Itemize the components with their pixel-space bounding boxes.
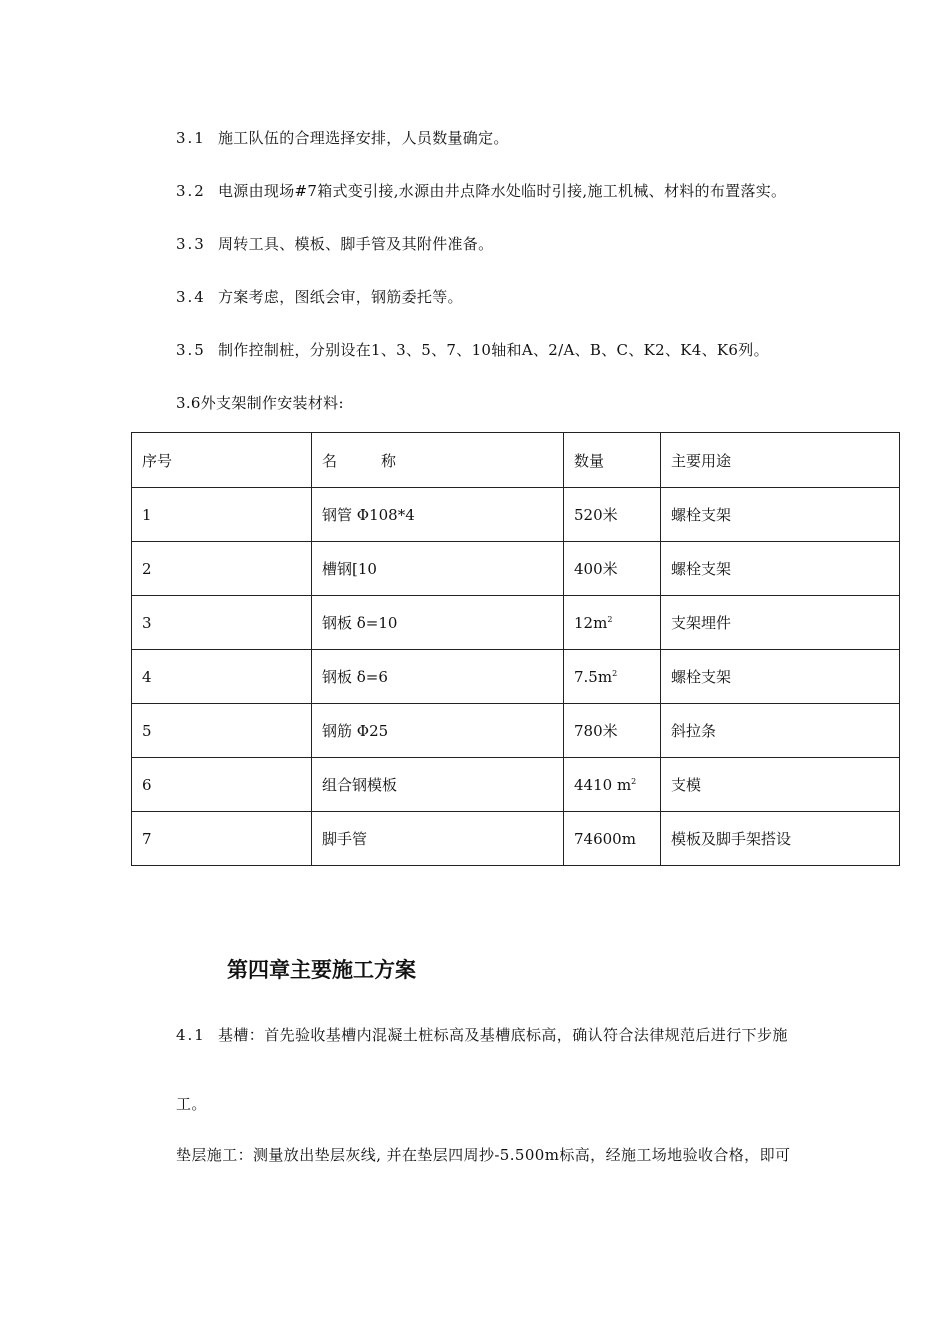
cell-qty: 4410 $m^2$	[564, 758, 661, 812]
cell-seq: 1	[132, 488, 312, 542]
cell-qty: 74600m	[564, 812, 661, 866]
cell-seq: 7	[132, 812, 312, 866]
table-row	[132, 650, 900, 704]
cushion-paragraph: 垫层施工：测量放出垫层灰线, 并在垫层四周抄-5.500m标高，经施工场地验收合格，即可	[176, 1146, 791, 1164]
item-3-4	[176, 287, 463, 307]
cell-qty: $12m^2$	[564, 596, 661, 650]
item-3-2	[176, 181, 786, 201]
header-name	[312, 433, 564, 488]
cell-use: 支模	[661, 758, 900, 812]
item-text: 周转工具、模板、脚手管及其附件准备。	[218, 235, 494, 253]
section-4-1-line1	[176, 1024, 788, 1046]
cell-name: 槽钢[10	[312, 542, 564, 596]
cell-use: 斜拉条	[661, 704, 900, 758]
cell-use: 模板及脚手架搭设	[661, 812, 900, 866]
cell-name: 脚手管	[312, 812, 564, 866]
item-number: 3.1	[176, 129, 206, 147]
cell-name: 钢板 δ=10	[312, 596, 564, 650]
table-row	[132, 542, 900, 596]
header-name-b: 称	[381, 451, 397, 470]
table-row	[132, 596, 900, 650]
cell-name: 钢管 Φ108*4	[312, 488, 564, 542]
item-text: 施工队伍的合理选择安排，人员数量确定。	[218, 129, 509, 147]
item-text: 电源由现场#7箱式变引接,水源由井点降水处临时引接,施工机械、材料的布置落实。	[218, 182, 787, 200]
section-4-1-line2: 工。	[176, 1095, 207, 1113]
cell-qty: 520米	[564, 488, 661, 542]
materials-table	[131, 432, 900, 866]
cell-qty: 780米	[564, 704, 661, 758]
header-qty: 数量	[564, 433, 661, 488]
table-caption: 3.6外支架制作安装材料:	[176, 394, 344, 412]
item-number: 3.4	[176, 288, 206, 306]
cell-name: 钢筋 Φ25	[312, 704, 564, 758]
header-seq: 序号	[132, 433, 312, 488]
chapter-title: 第四章主要施工方案	[227, 958, 416, 982]
cell-use: 螺栓支架	[661, 650, 900, 704]
item-3-5	[176, 340, 769, 360]
cell-use: 支架埋件	[661, 596, 900, 650]
table-header-row	[132, 433, 900, 488]
cell-name: 组合钢模板	[312, 758, 564, 812]
cell-seq: 6	[132, 758, 312, 812]
header-use: 主要用途	[661, 433, 900, 488]
item-number: 3.2	[176, 182, 206, 200]
cell-seq: 3	[132, 596, 312, 650]
table-row	[132, 812, 900, 866]
table-row	[132, 704, 900, 758]
item-3-3	[176, 234, 493, 254]
table-row	[132, 758, 900, 812]
item-number: 3.5	[176, 341, 206, 359]
cell-seq: 5	[132, 704, 312, 758]
item-text: 制作控制桩，分别设在1、3、5、7、10轴和A、2/A、B、C、K2、K4、K6列。	[218, 341, 769, 359]
item-3-1	[176, 128, 509, 148]
cell-qty: $7.5m^2$	[564, 650, 661, 704]
header-name-a: 名	[322, 451, 338, 470]
cell-seq: 4	[132, 650, 312, 704]
item-text: 方案考虑，图纸会审，钢筋委托等。	[218, 288, 463, 306]
table-row	[132, 488, 900, 542]
cell-use: 螺栓支架	[661, 542, 900, 596]
section-text: 基槽：首先验收基槽内混凝土桩标高及基槽底标高，确认符合法律规范后进行下步施	[218, 1026, 788, 1044]
cell-name: 钢板 δ=6	[312, 650, 564, 704]
cell-use: 螺栓支架	[661, 488, 900, 542]
cell-qty: 400米	[564, 542, 661, 596]
cell-seq: 2	[132, 542, 312, 596]
section-number: 4.1	[176, 1026, 206, 1044]
item-number: 3.3	[176, 235, 206, 253]
